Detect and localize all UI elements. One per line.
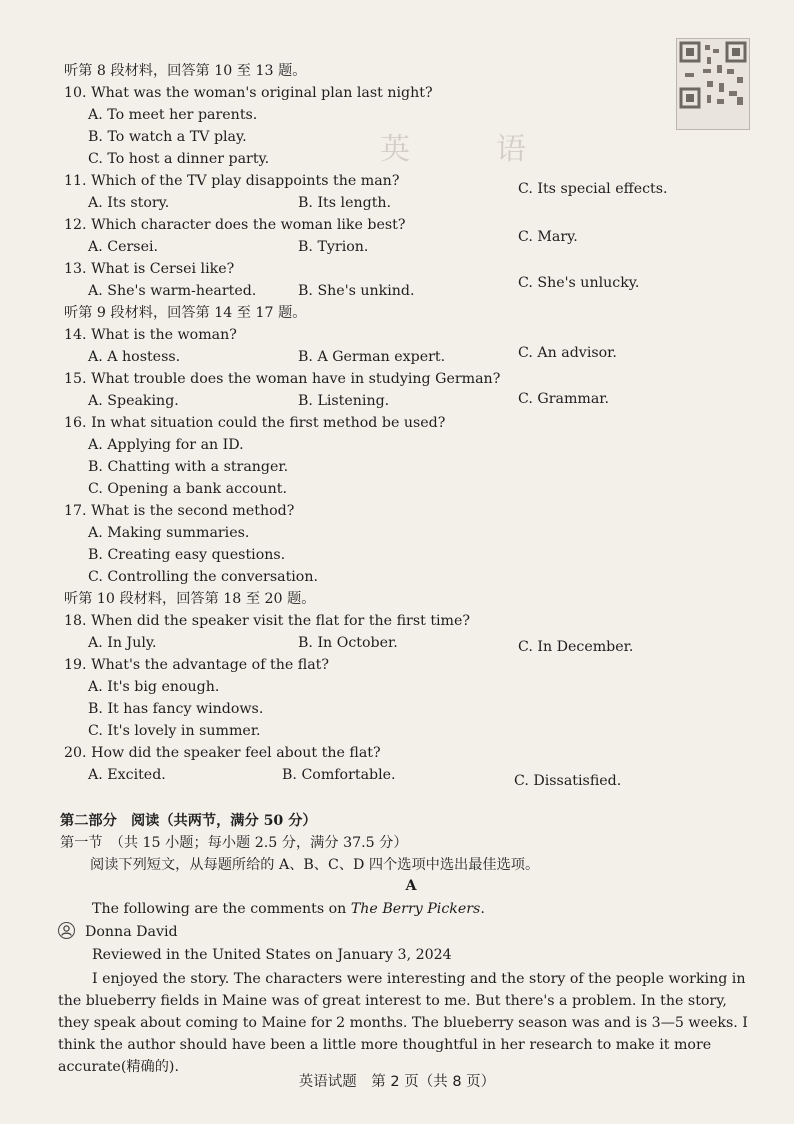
question-10: 10. What was the woman's original plan last night? (64, 85, 433, 101)
passage-intro-end: . (480, 901, 485, 917)
faded-subject-title: 英 语 (380, 132, 554, 167)
review-line-2: the blueberry fields in Maine was of great interest to me. But there's a problem. In the story, (58, 993, 727, 1009)
user-avatar-icon (58, 922, 75, 939)
question-13: 13. What is Cersei like? (64, 261, 235, 277)
q13-option-a: A. She's warm-hearted. (88, 283, 257, 299)
page-footer: 英语试题 第 2 页（共 8 页） (298, 1074, 496, 1090)
q11-option-a: A. Its story. (88, 195, 170, 211)
passage-intro-text: The following are the comments on (92, 901, 351, 917)
q11-option-b: B. Its length. (298, 195, 392, 211)
question-18: 18. When did the speaker visit the flat for the first time? (64, 613, 471, 629)
review-line-5: accurate(精确的). (58, 1059, 179, 1075)
q12-option-a: A. Cersei. (88, 239, 159, 255)
reviewer-row (58, 922, 178, 940)
q18-option-c: C. In December. (518, 639, 634, 655)
q15-option-c: C. Grammar. (518, 391, 610, 407)
question-12: 12. Which character does the woman like best? (64, 217, 406, 233)
q17-option-a: A. Making summaries. (88, 525, 250, 541)
q11-option-c: C. Its special effects. (518, 181, 668, 197)
q20-option-a: A. Excited. (88, 767, 166, 783)
q10-option-a: A. To meet her parents. (88, 107, 258, 123)
q13-option-b: B. She's unkind. (298, 283, 415, 299)
q14-option-a: A. A hostess. (88, 349, 181, 365)
question-17: 17. What is the second method? (64, 503, 295, 519)
question-19: 19. What's the advantage of the flat? (64, 657, 329, 673)
review-date: Reviewed in the United States on January 3, 2024 (92, 947, 452, 963)
qr-code (676, 38, 750, 130)
review-line-4: think the author should have been a little more thoughtful in her research to make it more (58, 1037, 712, 1053)
q10-option-c: C. To host a dinner party. (88, 151, 270, 167)
section-1-heading: 第一节 （共 15 小题；每小题 2.5 分，满分 37.5 分） (60, 835, 408, 851)
q14-option-b: B. A German expert. (298, 349, 446, 365)
passage-letter: A (405, 878, 417, 894)
question-20: 20. How did the speaker feel about the flat? (64, 745, 381, 761)
q19-option-b: B. It has fancy windows. (88, 701, 264, 717)
section-9-intro: 听第 9 段材料，回答第 14 至 17 题。 (64, 305, 307, 321)
q20-option-c: C. Dissatisfied. (514, 773, 622, 789)
q18-option-b: B. In October. (298, 635, 398, 651)
reading-instruction: 阅读下列短文，从每题所给的 A、B、C、D 四个选项中选出最佳选项。 (90, 857, 540, 873)
question-11: 11. Which of the TV play disappoints the man? (64, 173, 400, 189)
q16-option-b: B. Chatting with a stranger. (88, 459, 289, 475)
reviewer-name: Donna David (85, 924, 178, 940)
book-title: The Berry Pickers (350, 901, 481, 917)
review-line-3: they speak about coming to Maine for 2 months. The blueberry season was and is 3—5 weeks. I (58, 1015, 748, 1031)
q13-option-c: C. She's unlucky. (518, 275, 640, 291)
q15-option-b: B. Listening. (298, 393, 390, 409)
q17-option-b: B. Creating easy questions. (88, 547, 286, 563)
part-2-heading: 第二部分 阅读（共两节，满分 50 分） (60, 813, 317, 829)
section-8-intro: 听第 8 段材料，回答第 10 至 13 题。 (64, 63, 307, 79)
q20-option-b: B. Comfortable. (282, 767, 396, 783)
q19-option-c: C. It's lovely in summer. (88, 723, 261, 739)
q14-option-c: C. An advisor. (518, 345, 617, 361)
q17-option-c: C. Controlling the conversation. (88, 569, 318, 585)
q18-option-a: A. In July. (88, 635, 157, 651)
q15-option-a: A. Speaking. (88, 393, 179, 409)
question-15: 15. What trouble does the woman have in studying German? (64, 371, 501, 387)
q10-option-b: B. To watch a TV play. (88, 129, 247, 145)
q19-option-a: A. It's big enough. (88, 679, 220, 695)
section-10-intro: 听第 10 段材料，回答第 18 至 20 题。 (64, 591, 316, 607)
question-16: 16. In what situation could the first method be used? (64, 415, 446, 431)
q16-option-c: C. Opening a bank account. (88, 481, 288, 497)
qr-code-icon (677, 39, 749, 111)
question-14: 14. What is the woman? (64, 327, 237, 343)
q16-option-a: A. Applying for an ID. (88, 437, 244, 453)
q12-option-b: B. Tyrion. (298, 239, 369, 255)
q12-option-c: C. Mary. (518, 229, 578, 245)
passage-intro (92, 900, 485, 918)
review-line-1: I enjoyed the story. The characters were interesting and the story of the people working in (92, 971, 746, 987)
